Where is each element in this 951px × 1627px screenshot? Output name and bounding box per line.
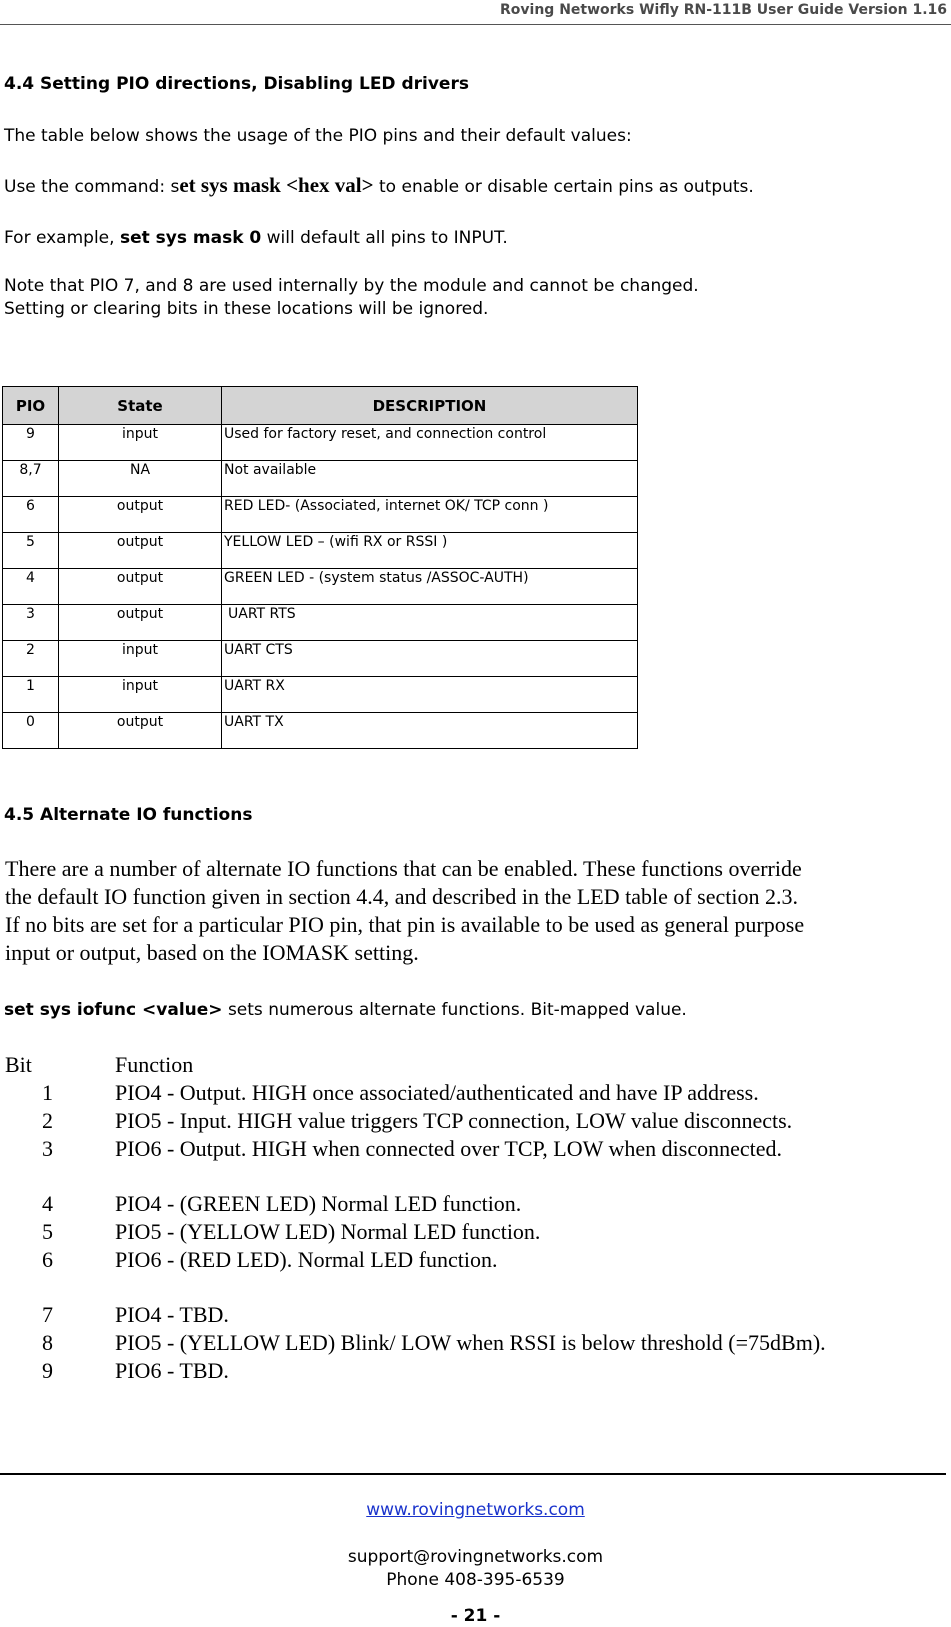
bit-number: 7 bbox=[42, 1302, 53, 1327]
section-4-5-heading: 4.5 Alternate IO functions bbox=[4, 805, 253, 825]
pio-cell: 5 bbox=[3, 533, 59, 569]
pio-cell: 9 bbox=[3, 425, 59, 461]
bit-function: PIO4 - Output. HIGH once associated/authenticated and have IP address. bbox=[115, 1080, 759, 1105]
pio-table bbox=[2, 386, 638, 749]
table-row bbox=[3, 533, 638, 569]
bit-number: 9 bbox=[42, 1358, 53, 1383]
state-cell: output bbox=[59, 713, 222, 749]
state-cell: input bbox=[59, 425, 222, 461]
function-header: Function bbox=[115, 1052, 194, 1077]
header-title: Roving Networks Wifly RN-111B User Guide Version 1.16 bbox=[500, 2, 947, 18]
pio-column-header: PIO bbox=[3, 387, 59, 425]
table-row bbox=[3, 677, 638, 713]
footer-phone: Phone 408-395-6539 bbox=[386, 1570, 565, 1590]
paragraph-line: input or output, based on the IOMASK setting. bbox=[5, 940, 419, 965]
footer-divider bbox=[0, 1473, 946, 1475]
description-cell: UART TX bbox=[222, 713, 638, 749]
section-4-4-example bbox=[4, 228, 508, 248]
command-name: et sys mask < bbox=[179, 173, 299, 197]
table-row bbox=[3, 461, 638, 497]
bit-function: PIO6 - TBD. bbox=[115, 1358, 229, 1383]
iofunc-description: sets numerous alternate functions. Bit-mapped value. bbox=[222, 1000, 687, 1020]
pio-table-header-row bbox=[3, 387, 638, 425]
pio-cell: 4 bbox=[3, 569, 59, 605]
bit-function: PIO4 - (GREEN LED) Normal LED function. bbox=[115, 1191, 522, 1216]
section-4-4-heading: 4.4 Setting PIO directions, Disabling LED drivers bbox=[4, 74, 469, 94]
state-cell: output bbox=[59, 497, 222, 533]
description-cell: Used for factory reset, and connection control bbox=[222, 425, 638, 461]
bit-function: PIO5 - (YELLOW LED) Normal LED function. bbox=[115, 1219, 541, 1244]
state-cell: output bbox=[59, 605, 222, 641]
pio-cell: 3 bbox=[3, 605, 59, 641]
description-cell: GREEN LED - (system status /ASSOC-AUTH) bbox=[222, 569, 638, 605]
description-column-header: DESCRIPTION bbox=[222, 387, 638, 425]
bit-number: 2 bbox=[42, 1108, 53, 1133]
page-header bbox=[0, 0, 951, 25]
description-cell: UART RX bbox=[222, 677, 638, 713]
state-cell: NA bbox=[59, 461, 222, 497]
table-row bbox=[3, 425, 638, 461]
iofunc-command: set sys iofunc <value> bbox=[4, 1000, 223, 1020]
section-4-4-command bbox=[4, 173, 754, 198]
description-cell: RED LED- (Associated, internet OK/ TCP conn ) bbox=[222, 497, 638, 533]
pio-cell: 0 bbox=[3, 713, 59, 749]
state-cell: input bbox=[59, 677, 222, 713]
pio-cell: 1 bbox=[3, 677, 59, 713]
state-column-header: State bbox=[59, 387, 222, 425]
description-cell: UART RTS bbox=[222, 605, 638, 641]
bit-header: Bit bbox=[5, 1052, 32, 1077]
example-prefix: For example, bbox=[4, 228, 120, 248]
example-command: set sys mask 0 bbox=[119, 228, 262, 248]
footer-website bbox=[0, 1500, 951, 1520]
iofunc-command-line bbox=[4, 1000, 687, 1020]
bit-number: 8 bbox=[42, 1330, 53, 1355]
bit-number: 1 bbox=[42, 1080, 53, 1105]
state-cell: input bbox=[59, 641, 222, 677]
example-suffix: will default all pins to INPUT. bbox=[261, 228, 508, 248]
table-row bbox=[3, 641, 638, 677]
description-cell: UART CTS bbox=[222, 641, 638, 677]
description-cell: Not available bbox=[222, 461, 638, 497]
pio-cell: 8,7 bbox=[3, 461, 59, 497]
paragraph-line: the default IO function given in section 4.4, and described in the LED table of section 2.3. bbox=[5, 884, 798, 909]
table-row bbox=[3, 569, 638, 605]
paragraph-line: There are a number of alternate IO functions that can be enabled. These functions override bbox=[5, 856, 802, 881]
pio-cell: 2 bbox=[3, 641, 59, 677]
bit-function: PIO4 - TBD. bbox=[115, 1302, 229, 1327]
bit-function: PIO5 - Input. HIGH value triggers TCP connection, LOW value disconnects. bbox=[115, 1108, 793, 1133]
section-4-4-note-1: Note that PIO 7, and 8 are used internally by the module and cannot be changed. bbox=[4, 276, 699, 296]
command-prefix: Use the command: s bbox=[4, 177, 180, 197]
footer-email: support@rovingnetworks.com bbox=[347, 1547, 604, 1567]
section-4-5-paragraph bbox=[5, 855, 925, 967]
bit-function: PIO6 - Output. HIGH when connected over TCP, LOW when disconnected. bbox=[115, 1136, 782, 1161]
state-cell: output bbox=[59, 533, 222, 569]
command-suffix: to enable or disable certain pins as outputs. bbox=[373, 177, 754, 197]
section-4-4-note-2: Setting or clearing bits in these locations will be ignored. bbox=[4, 299, 489, 319]
page-number: - 21 - bbox=[450, 1606, 501, 1626]
pio-cell: 6 bbox=[3, 497, 59, 533]
bit-number: 4 bbox=[42, 1191, 53, 1216]
table-row bbox=[3, 713, 638, 749]
description-cell: YELLOW LED – (wifi RX or RSSI ) bbox=[222, 533, 638, 569]
command-arg: hex val bbox=[298, 173, 362, 197]
bit-number: 5 bbox=[42, 1219, 53, 1244]
table-row bbox=[3, 497, 638, 533]
paragraph-line: If no bits are set for a particular PIO pin, that pin is available to be used as general purpose bbox=[5, 912, 805, 937]
section-4-4-intro: The table below shows the usage of the PIO pins and their default values: bbox=[4, 126, 632, 146]
bit-function: PIO5 - (YELLOW LED) Blink/ LOW when RSSI is below threshold (=75dBm). bbox=[115, 1330, 826, 1355]
state-cell: output bbox=[59, 569, 222, 605]
website-link[interactable]: www.rovingnetworks.com bbox=[366, 1500, 585, 1520]
table-row bbox=[3, 605, 638, 641]
bit-number: 6 bbox=[42, 1247, 53, 1272]
command-close: > bbox=[361, 173, 374, 197]
bit-number: 3 bbox=[42, 1136, 53, 1161]
bit-function: PIO6 - (RED LED). Normal LED function. bbox=[115, 1247, 498, 1272]
